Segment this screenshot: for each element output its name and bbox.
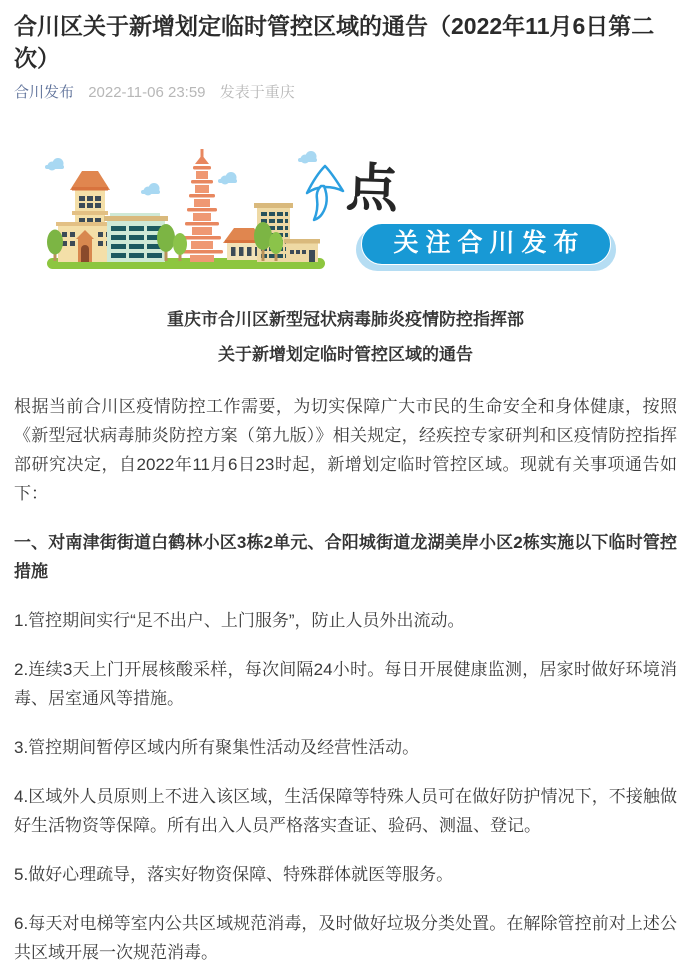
measure-item: 3.管控期间暂停区域内所有聚集性活动及经营性活动。 [14,738,420,757]
measure-item: 2.连续3天上门开展核酸采样，每次间隔24小时。每日开展健康监测，居家时做好环境消毒、居室通风等措施。 [14,660,677,708]
cloud-icon [218,172,237,185]
notice-heading-line1: 重庆市合川区新型冠状病毒肺炎疫情防控指挥部 [167,310,524,329]
cloud-icon [298,151,317,164]
arrow-up-icon [307,166,343,220]
publish-time: 2022-11-06 23:59 [88,84,206,101]
cloud-icon [141,183,160,196]
measure-item: 4.区域外人员原则上不进入该区域，生活保障等特殊人员可在做好防护情况下，不接触做好生活物资等保障。所有出入人员严格落实查证、验码、测温、登记。 [14,787,677,835]
section-heading: 一、对南津街街道白鹤林小区3栋2单元、合阳城街道龙湖美岸小区2栋实施以下临时管控措施 [14,533,677,581]
measure-item: 6.每天对电梯等室内公共区域规范消毒，及时做好垃圾分类处置。在解除管控前对上述公共区域开展一次规范消毒。 [14,914,677,962]
follow-button[interactable] [361,223,611,265]
follow-button-label: 关注合川发布 [361,223,611,265]
annex-building-icon [56,222,114,262]
tap-hint-label: 点 [345,159,400,219]
measure-item: 1.管控期间实行“足不出户、上门服务”，防止人员外出流动。 [14,611,465,630]
account-link[interactable]: 合川发布 [14,84,75,101]
page-title: 合川区关于新增划定临时管控区域的通告（2022年11月6日第二次） [14,13,655,71]
cloud-icon [45,158,64,171]
measure-item: 5.做好心理疏导，落实好物资保障、特殊群体就医等服务。 [14,865,454,884]
low-building-icon [284,239,320,262]
article-meta [14,83,677,103]
notice-body [14,392,677,967]
pagoda-icon [181,149,223,262]
banner-illustration [14,117,677,292]
notice-heading-line2: 关于新增划定临时管控区域的通告 [218,345,473,364]
intro-paragraph: 根据当前合川区疫情防控工作需要，为切实保障广大市民的生命安全和身体健康，按照《新型冠状病毒肺炎防控方案（第九版）》相关规定，经疾控专家研判和区疫情防控指挥部研究决定，自2022年11月6日23时起，新增划定临时管控区域。现就有关事项通告如下： [14,397,677,503]
notice-heading [14,302,677,372]
publish-location: 发表于重庆 [219,84,295,101]
